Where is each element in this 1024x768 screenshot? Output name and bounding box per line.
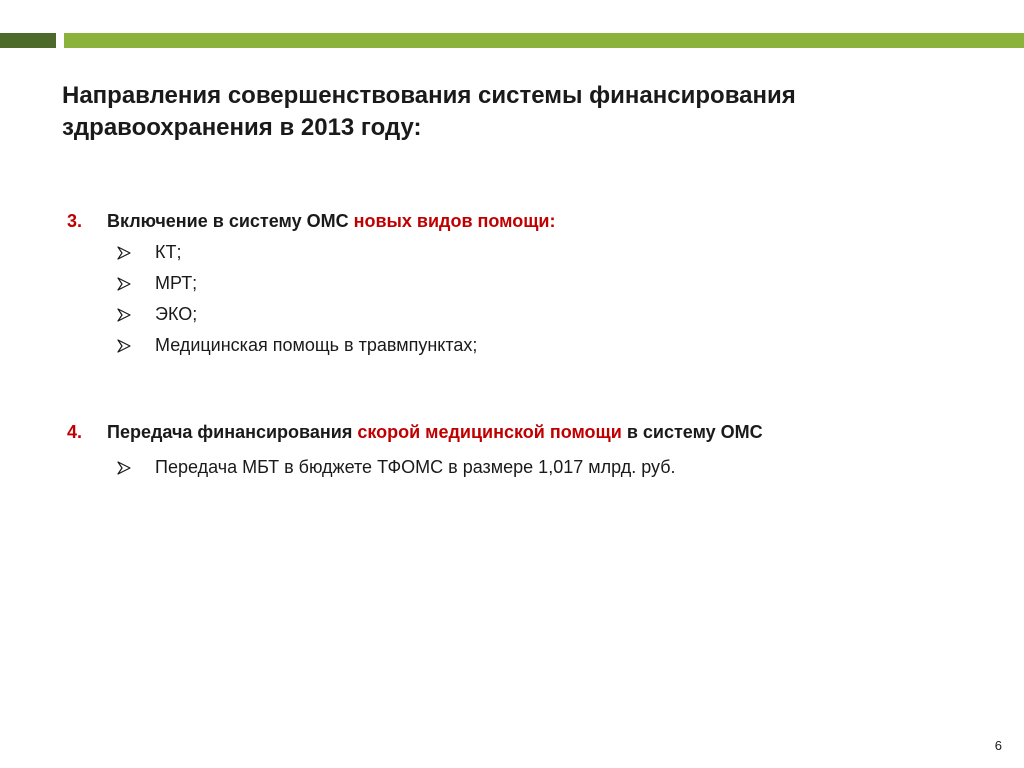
sub-list [67, 237, 943, 361]
page-number: 6 [994, 738, 1002, 753]
heading-highlight-text: скорой медицинской помощи [357, 422, 622, 442]
arrow-bullet-icon [116, 460, 132, 476]
heading-highlight-text: новых видов помощи: [353, 211, 556, 231]
sub-list-item [116, 330, 943, 361]
list-item-heading [67, 209, 943, 233]
sub-list-item [116, 237, 943, 268]
heading-plain-text: Включение в систему ОМС [107, 211, 349, 231]
arrow-bullet-icon [116, 245, 132, 261]
header-accent-bar-dark [0, 33, 56, 48]
list-item-4 [67, 420, 943, 483]
sub-list-item-text: КТ; [155, 242, 182, 262]
sub-list-item-text: Передача МБТ в бюджете ТФОМС в размере 1,017 млрд. руб. [155, 457, 676, 477]
arrow-bullet-icon [116, 307, 132, 323]
heading-plain-text: Передача финансирования [107, 422, 353, 442]
list-item-heading [67, 420, 943, 444]
sub-list-item-text: ЭКО; [155, 304, 198, 324]
heading-tail-text: в систему ОМС [626, 422, 763, 442]
header-accent-bar-light [64, 33, 1024, 48]
sub-list [67, 452, 943, 483]
sub-list-item [116, 299, 943, 330]
list-item-heading-text [107, 209, 943, 233]
arrow-bullet-icon [116, 276, 132, 292]
sub-list-item [116, 452, 943, 483]
list-item-number: 4. [67, 422, 83, 442]
list-item-3 [67, 209, 943, 361]
sub-list-item-text: Медицинская помощь в травмпунктах; [155, 335, 478, 355]
sub-list-item-text: МРТ; [155, 273, 198, 293]
sub-list-item [116, 268, 943, 299]
slide-title: Направления совершенствования системы финансирования здравоохранения в 2013 году: [62, 82, 796, 141]
arrow-bullet-icon [116, 338, 132, 354]
list-item-heading-text [107, 420, 943, 444]
list-item-number: 3. [67, 211, 83, 231]
